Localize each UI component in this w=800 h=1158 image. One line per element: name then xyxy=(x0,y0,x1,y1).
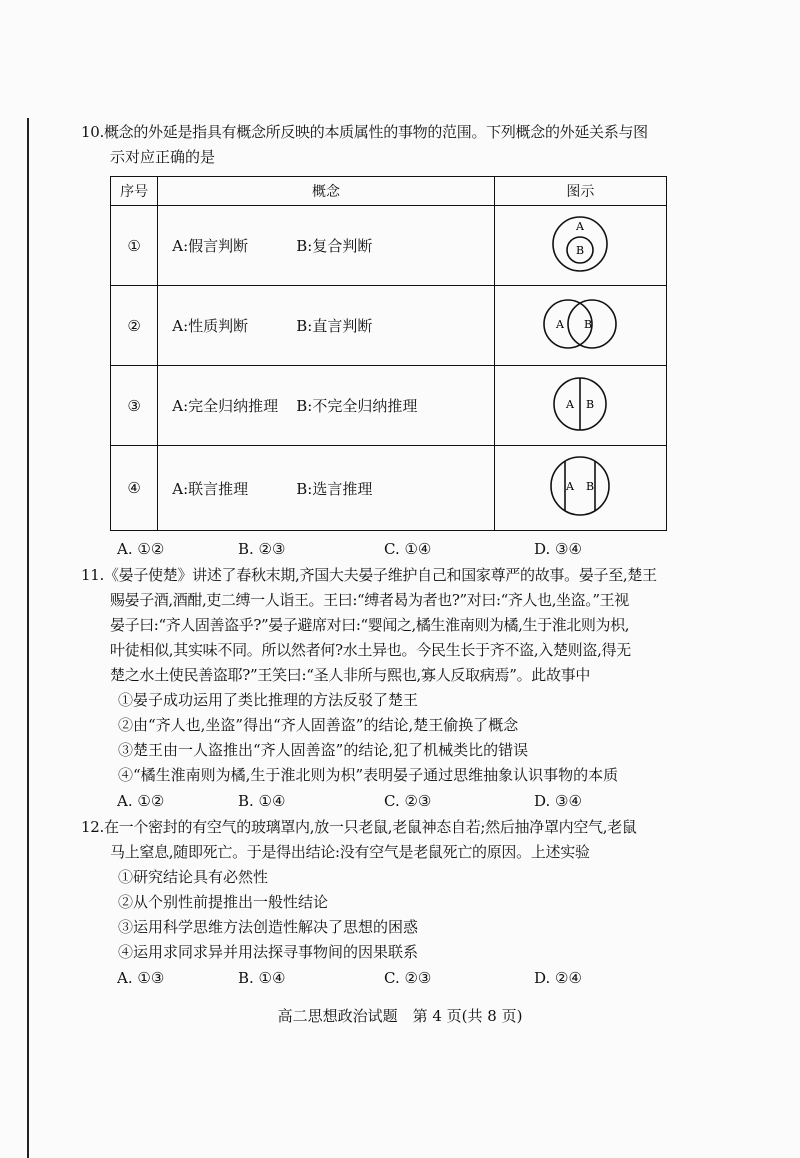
row-number: ② xyxy=(111,286,158,366)
option-a[interactable]: A. ①② xyxy=(117,792,165,810)
concept-table xyxy=(110,176,667,531)
concept-b: B:不完全归纳推理 xyxy=(296,397,418,415)
diagram-label-a: A xyxy=(556,317,565,331)
header-diagram: 图示 xyxy=(494,177,666,206)
option-a[interactable]: A. ①② xyxy=(117,540,165,558)
diagram-label-a: A xyxy=(566,397,575,411)
statement: ③楚王由一人盗推出“齐人固善盗”的结论,犯了机械类比的错误 xyxy=(118,741,529,759)
row-concepts xyxy=(158,206,494,286)
page-footer: 高二思想政治试题 第 4 页(共 8 页) xyxy=(277,1007,523,1025)
table-row xyxy=(111,286,667,366)
diagram-label-b: B xyxy=(576,243,585,257)
diagram-cell xyxy=(494,286,666,366)
concept-b: B:直言判断 xyxy=(296,317,373,335)
question-11 xyxy=(81,563,682,788)
concept-a: A:假言判断 xyxy=(172,237,249,255)
row-concepts xyxy=(158,446,494,531)
statement: ③运用科学思维方法创造性解决了思想的困惑 xyxy=(118,918,419,936)
option-c[interactable]: C. ①④ xyxy=(384,540,432,558)
question-12-options xyxy=(117,966,707,991)
concept-a: A:联言推理 xyxy=(172,479,249,498)
option-a[interactable]: A. ①③ xyxy=(117,969,165,987)
row-number: ① xyxy=(111,206,158,286)
statement: ①晏子成功运用了类比推理的方法反驳了楚王 xyxy=(118,691,419,709)
question-11-stem-line: 叶徒相似,其实味不同。所以然者何?水土异也。今民生长于齐不盗,入楚则盗,得无 xyxy=(110,641,631,659)
statement: ④运用求同求异并用法探寻事物间的因果联系 xyxy=(118,943,419,961)
question-12 xyxy=(81,815,682,965)
question-10-stem-line-2: 示对应正确的是 xyxy=(110,148,216,166)
question-11-stem-line: 晏子曰:“齐人固善盗乎?”晏子避席对曰:“婴闻之,橘生淮南则为橘,生于淮北则为枳, xyxy=(110,616,630,634)
question-11-stem-line: 11.《晏子使楚》讲述了春秋末期,齐国大夫晏子维护自己和国家尊严的故事。晏子至,楚王 xyxy=(81,566,657,584)
header-concept: 概念 xyxy=(158,177,494,206)
concept-a: A:性质判断 xyxy=(172,317,249,335)
statement: ②由“齐人也,坐盗”得出“齐人固善盗”的结论,楚王偷换了概念 xyxy=(118,716,519,734)
diagram-cell xyxy=(494,366,666,446)
overlapping-circles-diagram xyxy=(538,294,622,354)
table-row xyxy=(111,206,667,286)
diagram-cell xyxy=(494,446,666,531)
option-d[interactable]: D. ③④ xyxy=(534,540,582,558)
option-d[interactable]: D. ②④ xyxy=(534,969,582,987)
question-10-stem-line-1: 10.概念的外延是指具有概念所反映的本质属性的事物的范围。下列概念的外延关系与图 xyxy=(81,123,648,141)
question-11-options xyxy=(117,789,707,814)
row-number: ③ xyxy=(111,366,158,446)
question-10-options xyxy=(117,537,707,562)
concept-a: A:完全归纳推理 xyxy=(172,397,279,415)
diagram-cell xyxy=(494,206,666,286)
option-b[interactable]: B. ①④ xyxy=(238,969,286,987)
row-number: ④ xyxy=(111,446,158,531)
diagram-label-b: B xyxy=(584,317,593,331)
option-c[interactable]: C. ②③ xyxy=(384,969,432,987)
diagram-label-a: A xyxy=(566,480,575,493)
concept-b: B:选言推理 xyxy=(296,479,373,498)
concept-b: B:复合判断 xyxy=(296,237,373,255)
diagram-label-b: B xyxy=(586,480,595,493)
divided-circle-diagram xyxy=(550,374,610,434)
nested-circles-diagram xyxy=(545,214,615,274)
option-d[interactable]: D. ③④ xyxy=(534,792,582,810)
row-concepts xyxy=(158,366,494,446)
question-12-stem-line: 12.在一个密封的有空气的玻璃罩内,放一只老鼠,老鼠神态自若;然后抽净罩内空气,老鼠 xyxy=(81,818,637,836)
option-b[interactable]: B. ②③ xyxy=(238,540,286,558)
question-11-stem-line: 赐晏子酒,酒酣,吏二缚一人诣王。王曰:“缚者曷为者也?”对曰:“齐人也,坐盗。”王视 xyxy=(110,591,629,609)
three-part-circle-diagram xyxy=(547,453,613,519)
table-row xyxy=(111,366,667,446)
question-10 xyxy=(81,120,682,170)
statement: ①研究结论具有必然性 xyxy=(118,868,269,886)
binding-margin-line xyxy=(27,118,29,1158)
statement: ②从个别性前提推出一般性结论 xyxy=(118,893,329,911)
header-number: 序号 xyxy=(111,177,158,206)
question-11-stem-line: 楚之水土使民善盗耶?”王笑曰:“圣人非所与熙也,寡人反取病焉”。此故事中 xyxy=(110,666,591,684)
table-row xyxy=(111,446,667,531)
row-concepts xyxy=(158,286,494,366)
diagram-label-a: A xyxy=(576,219,585,233)
diagram-label-b: B xyxy=(586,397,595,411)
option-c[interactable]: C. ②③ xyxy=(384,792,432,810)
statement: ④“橘生淮南则为橘,生于淮北则为枳”表明晏子通过思维抽象认识事物的本质 xyxy=(118,766,619,784)
question-12-stem-line: 马上窒息,随即死亡。于是得出结论:没有空气是老鼠死亡的原因。上述实验 xyxy=(110,843,590,861)
option-b[interactable]: B. ①④ xyxy=(238,792,286,810)
